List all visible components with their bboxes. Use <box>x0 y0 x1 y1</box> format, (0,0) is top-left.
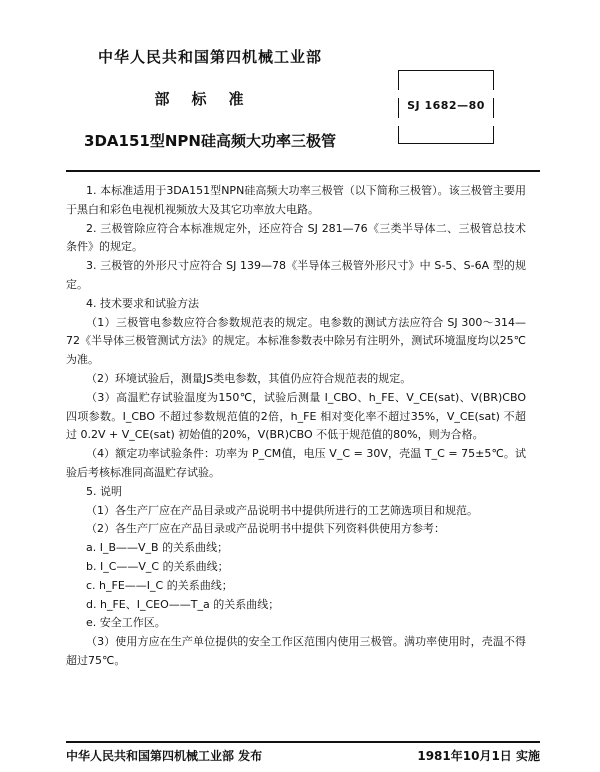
para-4-3: （3）高温贮存试验温度为150℃，试验后测量 I_CBO、h_FE、V_CE(sat)、V(BR)CBO 四项参数。I_CBO 不超过参数规范值的2倍，h_FE 相对变化率不超过35%，V_CE(sat) 不超过 0.2V + V_CE(sat) 初始值的20%，V(BR)CBO 不低于规范值的80%，则为合格。 <box>66 390 526 442</box>
para-4: 4. 技术要求和试验方法 <box>86 296 199 310</box>
para-4-1: （1）三极管电参数应符合参数规范表的规定。电参数的测试方法应符合 SJ 300～314—72《半导体三极管测试方法》的规定。本标准参数表中除另有注明外，测试环境温度均以25℃为准。 <box>66 315 526 367</box>
effective-date-footer: 1981年10月1日 实施 <box>417 749 540 763</box>
para-2: 2. 三极管除应符合本标准规定外，还应符合 SJ 281—76《三类半导体二、三极管总技术条件》的规定。 <box>66 221 526 254</box>
para-3: 3. 三极管的外形尺寸应符合 SJ 139—78《半导体三极管外形尺寸》中 S-5、S-6A 型的规定。 <box>66 259 526 291</box>
para-5-1: （1）各生产厂应在产品目录或产品说明书中提供所进行的工艺筛选项目和规范。 <box>86 503 478 517</box>
para-5-2c: c. h_FE——I_C 的关系曲线； <box>86 578 233 592</box>
top-rule <box>66 170 540 172</box>
para-4-4: （4）额定功率试验条件：功率为 P_CM值，电压 V_C = 30V，壳温 T_C = 75±5℃。试验后考核标准同高温贮存试验。 <box>66 447 526 479</box>
para-5-2d: d. h_FE、I_CEO——T_a 的关系曲线； <box>86 597 280 611</box>
bottom-rule <box>66 741 540 743</box>
para-5-2e: e. 安全工作区。 <box>86 616 166 630</box>
ministry-heading: 中华人民共和国第四机械工业部 <box>97 48 322 66</box>
para-4-2: （2）环境试验后，测量JS类电参数，其值仍应符合规范表的规定。 <box>86 371 412 385</box>
para-5-3: （3）使用方应在生产单位提供的安全工作区范围内使用三极管。满功率使用时，壳温不得超过75℃。 <box>66 635 526 667</box>
para-5: 5. 说明 <box>86 484 122 498</box>
para-5-2a: a. I_B——V_B 的关系曲线； <box>86 541 229 555</box>
para-1: 1. 本标准适用于3DA151型NPN硅高频大功率三极管（以下简称三极管）。该三极管主要用于黑白和彩色电视机视频放大及其它功率放大电路。 <box>66 184 526 216</box>
standard-label: 部标准 <box>154 90 266 108</box>
standard-code: SJ 1682—80 <box>407 99 485 112</box>
para-5-2: （2）各生产厂应在产品目录或产品说明书中提供下列资料供使用方参考： <box>86 522 445 536</box>
issuer-footer: 中华人民共和国第四机械工业部 发布 <box>66 749 263 763</box>
para-5-2b: b. I_C——V_C 的关系曲线； <box>86 559 229 573</box>
document-title: 3DA151型NPN硅高频大功率三极管 <box>84 132 336 150</box>
document-body <box>66 182 526 671</box>
